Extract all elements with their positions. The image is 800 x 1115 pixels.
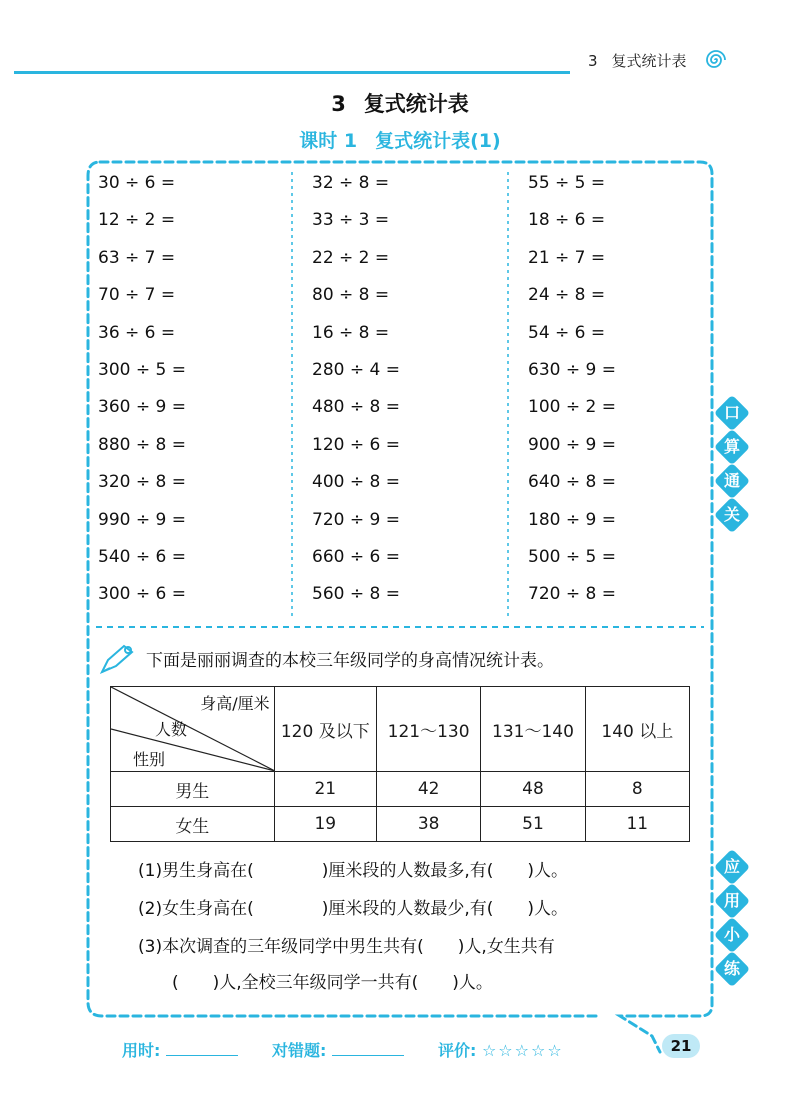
page-title — [0, 88, 800, 118]
badge: 用 — [717, 886, 747, 916]
calc-item: 100 ÷ 2 = — [528, 397, 616, 418]
badge: 关 — [717, 500, 747, 530]
table-cell: 11 — [585, 807, 689, 842]
side-badges-mental-math — [714, 398, 750, 534]
header-rule — [14, 71, 570, 74]
calc-item: 180 ÷ 9 = — [528, 509, 616, 530]
height-stats-table — [110, 686, 690, 842]
lesson-title — [0, 126, 800, 153]
question-2: (2)女生身高在( )厘米段的人数最少,有( )人。 — [138, 899, 569, 919]
calc-item: 18 ÷ 6 = — [528, 210, 606, 231]
calc-item: 660 ÷ 6 = — [312, 546, 400, 567]
calc-item: 990 ÷ 9 = — [98, 509, 186, 530]
calc-item: 16 ÷ 8 = — [312, 322, 390, 343]
calc-column-1 — [98, 168, 278, 617]
calc-item: 630 ÷ 9 = — [528, 359, 616, 380]
running-header — [588, 50, 687, 71]
badge: 练 — [717, 954, 747, 984]
table-cell: 19 — [274, 807, 376, 842]
badge: 小 — [717, 920, 747, 950]
table-row — [111, 807, 690, 842]
table-cell: 42 — [376, 772, 480, 807]
calc-item: 22 ÷ 2 = — [312, 247, 390, 268]
table-cell: 51 — [481, 807, 585, 842]
rating-stars: ☆☆☆☆☆ — [481, 1041, 564, 1060]
question-3: (3)本次调查的三年级同学中男生共有( )人,女生共有 — [138, 937, 555, 957]
time-label: 用时: — [122, 1041, 161, 1060]
calc-item: 55 ÷ 5 = — [528, 173, 606, 193]
calc-item: 720 ÷ 8 = — [528, 584, 616, 605]
calc-item: 720 ÷ 9 = — [312, 509, 400, 530]
calc-item: 320 ÷ 8 = — [98, 472, 186, 493]
calc-item: 36 ÷ 6 = — [98, 322, 176, 343]
corner-count-label: 人数 — [155, 720, 188, 739]
title-text: 复式统计表 — [363, 92, 469, 116]
table-cell: 8 — [585, 772, 689, 807]
title-number: 3 — [331, 92, 346, 116]
errors-label: 对错题: — [271, 1041, 327, 1060]
calc-item: 33 ÷ 3 = — [312, 210, 390, 231]
calc-item: 300 ÷ 6 = — [98, 584, 186, 605]
time-blank — [166, 1043, 238, 1056]
lesson-number: 课时 1 — [299, 130, 358, 152]
calc-item: 640 ÷ 8 = — [528, 472, 616, 493]
badge: 应 — [717, 852, 747, 882]
side-badges-application — [714, 852, 750, 988]
calc-item: 24 ÷ 8 = — [528, 285, 606, 306]
badge: 口 — [717, 398, 747, 428]
calc-item: 32 ÷ 8 = — [312, 173, 390, 193]
corner-height-label: 身高/厘米 — [200, 694, 270, 713]
badge: 通 — [717, 466, 747, 496]
table-row — [111, 772, 690, 807]
question-1: (1)男生身高在( )厘米段的人数最多,有( )人。 — [138, 861, 569, 881]
calc-item: 480 ÷ 8 = — [312, 397, 400, 418]
calc-item: 280 ÷ 4 = — [312, 359, 400, 380]
lesson-text: 复式统计表(1) — [375, 130, 501, 152]
column-header: 131～140 — [481, 687, 585, 772]
calc-item: 500 ÷ 5 = — [528, 546, 616, 567]
badge: 算 — [717, 432, 747, 462]
table-cell: 21 — [274, 772, 376, 807]
calc-item: 560 ÷ 8 = — [312, 584, 400, 605]
calc-item: 900 ÷ 9 = — [528, 434, 616, 455]
calc-item: 880 ÷ 8 = — [98, 434, 186, 455]
table-header-row — [111, 687, 690, 772]
calc-item: 540 ÷ 6 = — [98, 546, 186, 567]
column-header: 120 及以下 — [274, 687, 376, 772]
calc-item: 360 ÷ 9 = — [98, 397, 186, 418]
corner-gender-label: 性别 — [133, 750, 166, 769]
table-cell: 48 — [481, 772, 585, 807]
pencil-icon — [98, 642, 138, 676]
calc-item: 70 ÷ 7 = — [98, 285, 176, 306]
chapter-number: 3 — [588, 52, 598, 70]
calc-item: 400 ÷ 8 = — [312, 472, 400, 493]
corner-cell — [111, 687, 275, 772]
calc-item: 12 ÷ 2 = — [98, 210, 176, 231]
calc-item: 54 ÷ 6 = — [528, 322, 606, 343]
chapter-title: 复式统计表 — [611, 52, 687, 70]
spiral-icon — [704, 48, 728, 72]
question-3-continued: ( )人,全校三年级同学一共有( )人。 — [172, 973, 493, 993]
calc-item: 63 ÷ 7 = — [98, 247, 176, 268]
row-label: 男生 — [111, 772, 275, 807]
calc-item: 300 ÷ 5 = — [98, 359, 186, 380]
rating-label: 评价: — [437, 1041, 477, 1060]
calc-item: 80 ÷ 8 = — [312, 285, 390, 306]
intro-text: 下面是丽丽调查的本校三年级同学的身高情况统计表。 — [146, 651, 554, 671]
column-header: 121～130 — [376, 687, 480, 772]
column-header: 140 以上 — [585, 687, 689, 772]
calc-item: 30 ÷ 6 = — [98, 173, 176, 193]
footer-record — [122, 1038, 564, 1061]
calc-column-2 — [312, 168, 492, 617]
calc-item: 21 ÷ 7 = — [528, 247, 606, 268]
page-number: 21 — [662, 1034, 700, 1058]
errors-blank — [332, 1043, 404, 1056]
table-cell: 38 — [376, 807, 480, 842]
calc-item: 120 ÷ 6 = — [312, 434, 400, 455]
row-label: 女生 — [111, 807, 275, 842]
calc-column-3 — [528, 168, 708, 617]
